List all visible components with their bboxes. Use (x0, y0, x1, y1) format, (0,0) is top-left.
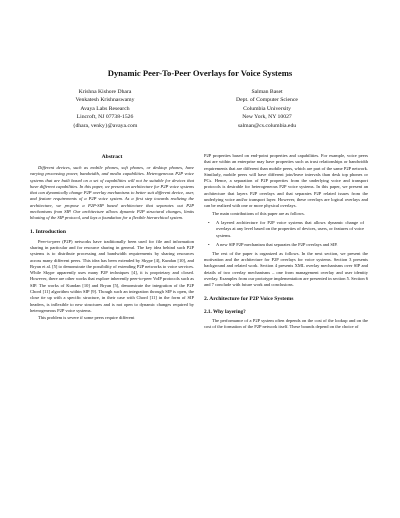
author-block-left (30, 88, 180, 130)
author-email: salman@cs.columbia.edu (237, 122, 297, 129)
author-name: Krishna Kishore Dhara (78, 89, 132, 95)
list-item (204, 220, 368, 239)
contributions-list (204, 220, 368, 248)
body-paragraph: The rest of the paper is organized as follows. In the next section, we present the motivation and the architecture for P2P overlays for voice systems. Section 3 presents background and related work. Section 4 presents XML overlay mechanisms over SIP and details of two overlay mechanisms – one from management overlay and user identity overlay. Examples from our prototype implementation are presented in section 5. Section 6 and 7 conclude with future work and conclusions. (204, 250, 368, 288)
intro-paragraph: This problem is severe if some peers require different (38, 315, 135, 321)
section-heading-architecture: 2. Architecture for P2P Voice Systems (204, 295, 294, 302)
author-email: {dhara, venky}@avaya.com (72, 122, 138, 129)
author-name: Salman Baset (251, 89, 283, 95)
left-column (30, 153, 194, 322)
author-address: New York, NY 10027 (242, 114, 292, 121)
paper-title: Dynamic Peer-To-Peer Overlays for Voice Systems (107, 68, 293, 78)
author-block-right (192, 88, 342, 130)
author-department: Dept. of Computer Science (236, 97, 298, 104)
subsection-heading-why-layering: 2.1. Why layering? (204, 308, 246, 315)
author-affiliation: Avaya Labs Research (80, 105, 130, 112)
body-paragraph: The performance of a P2P system often depends on the cost of the lookup and on the cost of the formation of the P2P network itself. These bounds depend on the choice of (204, 317, 368, 329)
bullet-icon: • (208, 241, 210, 247)
intro-paragraph: Peer-to-peer (P2P) networks have traditionally been used for file and information sharing in particular and for resource sharing in general. The key idea behind such P2P systems is to distribute processing and bandwidth requirements by sharing resources across many different peers. This idea has been extended by Skype [4], Kundan [10], and Bryan et al. [5] to demonstrate the possibility of extending P2P networks to voice services. While Skype apparently uses many P2P techniques [4], it is proprietary and closed. However, there are other works that explore inherently peer-to-peer VoIP protocols such as SIP. The works of Kundan [10] and Bryan [5], demonstrate the integration of the P2P Chord [11] algorithm within SIP [9]. Though such an integration through SIP is open, the close tie up with a specific structure, in their case with Chord [11] in the form of SIP headers, is inflexible to new structures and is not open to dynamic changes required by heterogeneous P2P voice systems. (30, 238, 194, 313)
author-line: Venkatesh Krishnaswamy (75, 97, 135, 104)
body-paragraph: The main contributions of this paper are as follows. (212, 210, 305, 216)
section-heading-introduction: 1. Introduction (30, 228, 66, 235)
list-item-text: A new SIP P2P mechanism that separates the P2P overlays and SIP. (216, 241, 338, 247)
abstract-text: Different devices, such as mobile phones, soft phones, or desktop phones, have varying processing power, bandwidth, and media capabilities. Heterogeneous P2P voice systems that are built based on a set of capabilities will not be suitable for devices that have different capabilities. In this paper, we present an architecture for P2P voice systems that can dynamically change P2P overlay mechanisms to better suit different device, user, and feature requirements of a P2P voice system. As a first step towards realizing the architecture, we propose a P2P-SIP based architecture that separates out P2P mechanisms from SIP. Our architecture allows dynamic P2P structural changes, limits bloating of the SIP protocol, and lays a foundation for a flexible hierarchical system. (30, 165, 194, 221)
author-affiliation: Columbia University (243, 105, 291, 112)
right-column (204, 153, 368, 330)
author-address: Lincroft, NJ 07738-1526 (76, 114, 134, 121)
list-item (204, 242, 368, 248)
abstract-heading: Abstract (101, 154, 123, 160)
body-paragraph: P2P properties based on end-point properties and capabilities. For example, voice peers that are within an enterprise may have properties such as trust relationships or bandwidth requirements that are different than mobile peers, which are part of the same P2P network. Similarly, mobile peers will have different join/leave intervals than desk top phones or PCs. Hence, a separation of P2P properties from the underlying voice and transport protocols is desirable for heterogeneous P2P voice systems. In this paper, we present an architecture that layers P2P overlays and that separates P2P related issues from the underlying voice and/or transport layer. However, these overlays are logical overlays and can be realized with one or more physical overlays. (204, 153, 368, 209)
list-item-text: A layered architecture for P2P voice systems that allows dynamic change of overlays at any level based on the properties of devices, users, or features of voice systems. (216, 220, 364, 238)
bullet-icon: • (208, 220, 210, 226)
